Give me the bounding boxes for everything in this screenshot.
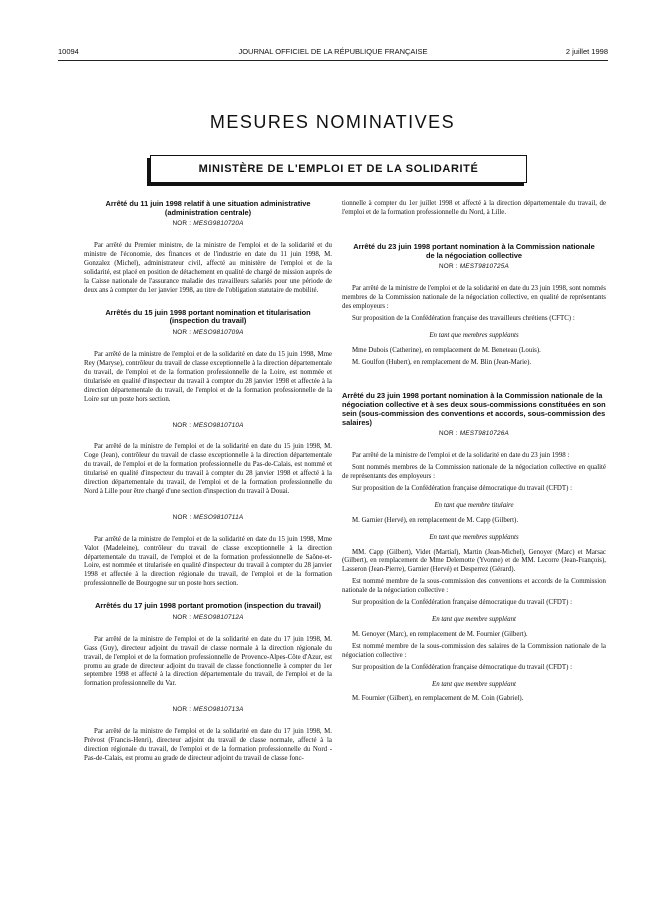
subheading: En tant que membre suppléant (432, 615, 516, 623)
paragraph: M. Garnier (Hervé), en remplacement de M. Capp (Gilbert). (352, 516, 519, 524)
journal-name: JOURNAL OFFICIEL DE LA RÉPUBLIQUE FRANÇAISE (238, 47, 428, 56)
paragraph: Par arrêté de la ministre de l'emploi et de la solidarité en date du 15 juin 1998, Mme Rey (Maryse), contrôleur du travail de classe exceptionnelle à la direction départementale du travail, de l'emploi et de la formation professionnelle de la Loire, est nommée et titularisée en qualité d'inspecteur du travail à compter du 28 janvier 1998 et affectée à la direction départementale du travail, de l'emploi et de la formation professionnelle de la Loire sur un poste hors section. (84, 351, 332, 403)
nor-reference: NOR : MESO9810709A (172, 329, 244, 337)
paragraph: Par arrêté du Premier ministre, de la ministre de l'emploi et de la solidarité et du ministre de l'économie, des finances et de l'industrie en date du 11 juin 1998, M. Gonzalez (Michel), administrateur civil, affecté au ministère de l'emploi et de la solidarité, est placé en position de détachement en qualité de chargé de mission auprès de la Caisse nationale de l'assurance maladie des travailleurs salariés pour une période de deux ans à compter du 1er janvier 1998, au titre de l'obligation statutaire de mobilité. (84, 242, 332, 294)
nor-reference: NOR : MEST9810726A (438, 430, 510, 438)
paragraph: Par arrêté de la ministre de l'emploi et de la solidarité en date du 23 juin 1998, sont nommés membres de la Commission nationale de la négociation collective, en qualité de représentants des employeurs : (342, 285, 606, 310)
paragraph: tionnelle à compter du 1er juillet 1998 et affecté à la direction départementale du travail, de l'emploi et de la formation professionnelle du Nord, à Lille. (342, 200, 606, 216)
header-rule (58, 60, 608, 61)
paragraph: Par arrêté de la ministre de l'emploi et de la solidarité en date du 17 juin 1998, M. Prévost (Francis-Henri), directeur adjoint du travail de classe normale, affecté à la direction régionale du travail, de l'emploi et de la formation professionnelle du Nord - Pas-de-Calais, est promu au grade de directeur adjoint du travail de classe fonc- (84, 728, 332, 762)
paragraph: M. Goulfon (Hubert), en remplacement de M. Blin (Jean-Marie). (352, 358, 532, 366)
section-heading: Arrêtés du 15 juin 1998 portant nomination et titularisation (inspection du travail) (105, 307, 311, 326)
subheading: En tant que membres suppléants (429, 533, 519, 541)
paragraph: MM. Capp (Gilbert), Videt (Martial), Martin (Jean-Michel), Genoyer (Marc) et Marsac (Gilbert), en remplacement de Mme Delemotte (Yvonne) et de MM. Lecorre (Jean-François), Lasseron (Jean-Pierre), Garnier (Hervé) et Desperrez (Gérard). (342, 548, 606, 574)
nor-reference: NOR : MESO9810710A (172, 421, 244, 429)
nor-reference: NOR : MEST9810725A (438, 263, 510, 271)
paragraph: Est nommé membre de la sous-commission des salaires de la Commission nationale de la négociation collective : (342, 642, 606, 659)
paragraph: Par arrêté de la ministre de l'emploi et de la solidarité en date du 23 juin 1998 : (352, 452, 570, 460)
nor-reference: NOR : MESO9810711A (172, 513, 244, 521)
paragraph: Sur proposition de la Confédération française démocratique du travail (CFDT) : (352, 484, 573, 492)
left-column (84, 200, 332, 767)
page-title: MESURES NOMINATIVES (209, 112, 456, 132)
page-number: 10094 (58, 47, 79, 56)
section-heading: Arrêté du 23 juin 1998 portant nomination à la Commission nationale de la négociation collective (353, 241, 595, 260)
paragraph: Sur proposition de la Confédération française des travailleurs chrétiens (CFTC) : (352, 314, 575, 322)
paragraph: Mme Dubois (Catherine), en remplacement de M. Beneteau (Louis). (352, 346, 541, 354)
page-header (58, 47, 608, 59)
paragraph: Par arrêté de la ministre de l'emploi et de la solidarité en date du 17 juin 1998, M. Gass (Guy), directeur adjoint du travail de classe normale à la direction régionale du travail, de l'emploi et de la formation professionnelle de Provence-Alpes-Côte d'Azur, est promu au grade de directeur adjoint du travail de classe fonctionnelle à compter du 1er septembre 1998 et affecté à la direction départementale du travail, de l'emploi et de la formation professionnelle du Var. (84, 635, 332, 688)
section-heading: Arrêté du 11 juin 1998 relatif à une situation administrative (administration centrale) (105, 199, 311, 217)
right-column (342, 200, 606, 707)
section-heading: Arrêté du 23 juin 1998 portant nomination à la Commission nationale de la négociation collective et à ses deux sous-commissions constituées en son sein (sous-commission des conventions et accords, sous-commission des salaires) (342, 391, 606, 427)
paragraph: Sur proposition de la Confédération française démocratique du travail (CFDT) : (352, 663, 573, 671)
subheading: En tant que membres suppléants (429, 331, 519, 339)
paragraph: Par arrêté de la ministre de l'emploi et de la solidarité en date du 15 juin 1998, Mme Valot (Madeleine), contrôleur du travail de classe exceptionnelle à la direction départementale du travail, de l'emploi et de la formation professionnelle de Saône-et-Loire, est nommée et titularisée en qualité d'inspecteur du travail à compter du 28 janvier 1998 et affectée à la direction régionale du travail, de l'emploi et de la formation professionnelle de Bourgogne sur un poste hors section. (84, 535, 332, 588)
issue-date: 2 juillet 1998 (565, 47, 608, 56)
paragraph: M. Fournier (Gilbert), en remplacement de M. Coin (Gabriel). (352, 695, 524, 703)
paragraph: Sont nommés membres de la Commission nationale de la négociation collective en qualité de représentants des employeurs : (342, 464, 606, 480)
paragraph: Sur proposition de la Confédération française démocratique du travail (CFDT) : (352, 599, 573, 607)
ministry-banner: MINISTÈRE DE L'EMPLOI ET DE LA SOLIDARITÉ (150, 155, 527, 183)
section-heading: Arrêtés du 17 juin 1998 portant promotion (inspection du travail) (95, 601, 321, 611)
nor-reference: NOR : MESO9810713A (172, 706, 244, 714)
paragraph: M. Genoyer (Marc), en remplacement de M. Fournier (Gilbert). (352, 630, 528, 638)
paragraph: Par arrêté de la ministre de l'emploi et de la solidarité en date du 15 juin 1998, M. Coge (Jean), contrôleur du travail de classe exceptionnelle à la direction départementale du travail, de l'emploi et de la formation professionnelle du Pas-de-Calais, est nommé et titularisé en qualité d'inspecteur du travail à compter du 28 janvier 1998 et affecté à la direction départementale du travail, de l'emploi et de la formation professionnelle du Nord à Lille pour être chargé d'une section d'inspection du travail à Douai. (84, 443, 332, 495)
nor-reference: NOR : MESG9810720A (172, 220, 244, 228)
nor-reference: NOR : MESO9810712A (172, 613, 244, 621)
subheading: En tant que membre suppléant (432, 680, 516, 688)
paragraph: Est nommé membre de la sous-commission des conventions et accords de la Commission nationale de la négociation collective : (342, 578, 606, 595)
subheading: En tant que membre titulaire (434, 501, 514, 509)
